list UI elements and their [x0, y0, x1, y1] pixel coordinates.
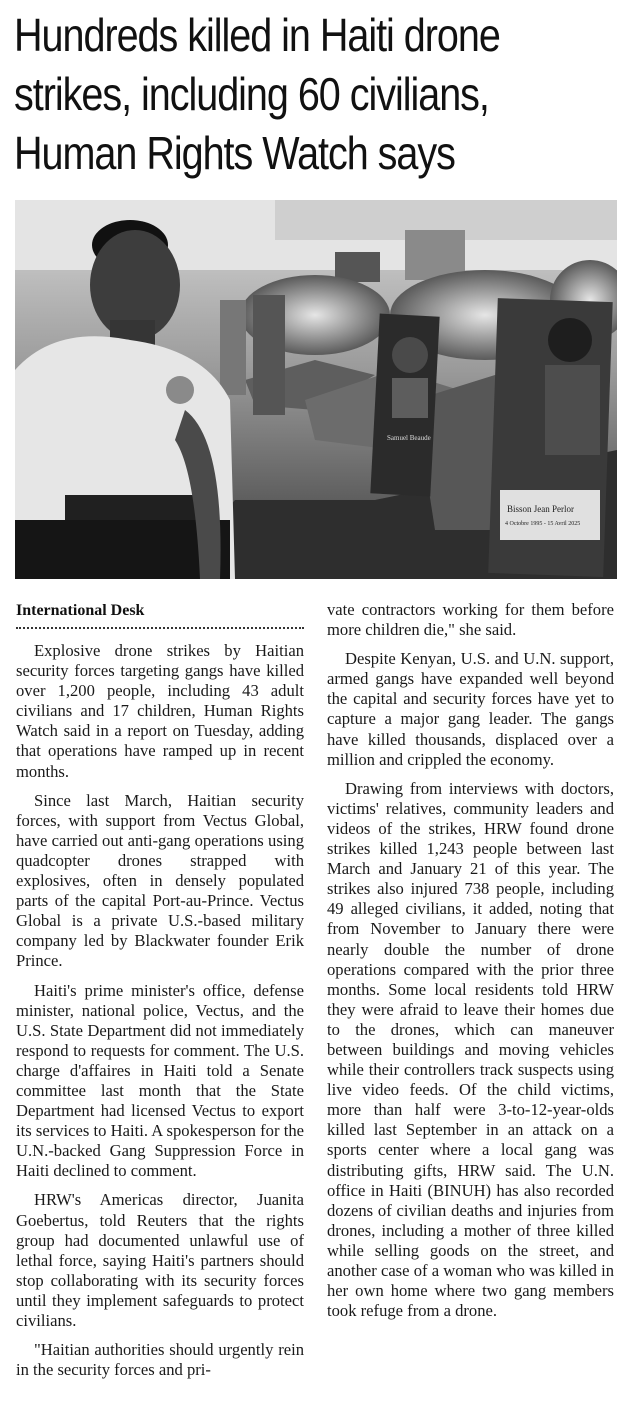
news-photo — [15, 200, 617, 579]
paragraph: Despite Kenyan, U.S. and U.N. support, armed gangs have expanded well beyond the capital and security forces have yet to capture a major gang leader. The gangs have killed thousands, displaced over a million and crippled the economy. — [327, 649, 614, 769]
paragraph: Explosive drone strikes by Haitian security forces targeting gangs have killed over 1,200 people, including 43 adult civilians and 17 children, Human Rights Watch said in a report on Tuesday, adding that operations have ramped up in recent months. — [16, 641, 304, 781]
paragraph-continuation: vate contractors working for them before more children die," she said. — [327, 600, 614, 640]
article-left-column — [16, 641, 304, 1389]
article-right-column — [327, 600, 614, 1330]
funeral-scene-image — [15, 200, 617, 579]
desk-label: International Desk — [16, 602, 304, 629]
headline: Hundreds killed in Haiti drone strikes, including 60 civilians, Human Rights Watch says — [14, 9, 500, 179]
paragraph: HRW's Americas director, Juanita Goebertus, told Reuters that the rights group had documented unlawful use of lethal force, saying Haiti's partners should stop collaborating with its security forces until they implement safeguards to protect civilians. — [16, 1190, 304, 1330]
paragraph: Drawing from interviews with doctors, victims' relatives, community leaders and videos of the strikes, HRW found drone strikes killed 1,243 people between last March and January 21 of this year. The strikes also injured 738 people, including 49 alleged civilians, it added, noting that from November to January there were nearly double the number of drone operations compared with the prior three months. Some local residents told HRW they were afraid to leave their homes due to the drones, which can maneuver between buildings and moving vehicles while their controllers track suspects using live video feeds. Of the child victims, more than half were 3-to-12-year-olds killed last September in an attack on a sports center where a local gang was distributing gifts, HRW said. The U.N. office in Haiti (BINUH) has also recorded dozens of civilian deaths and injuries from drones, including a mother of three killed while selling goods on the street, and another case of a woman who was killed in her own home where two gang members took refuge from a drone. — [327, 778, 614, 1321]
paragraph: Haiti's prime minister's office, defense minister, national police, Vectus, and the U.S. State Department did not immediately respond to requests for comment. The U.S. charge d'affaires in Haiti told a Senate committee last month that the State Department had licensed Vectus to export its services to Haiti. A spokesperson for the U.N.-backed Gang Suppression Force in Haiti declined to comment. — [16, 980, 304, 1181]
poster-right-dates: 4 Octobre 1995 - 15 Avril 2025 — [505, 521, 581, 527]
poster-right-caption: Bisson Jean Perlor — [507, 504, 574, 514]
paragraph: Since last March, Haitian security forces, with support from Vectus Global, have carried out anti-gang operations using quadcopter drones strapped with explosives, often in densely populated parts of the capital Port-au-Prince. Vectus Global is a private U.S.-based military company led by Blackwater founder Erik Prince. — [16, 790, 304, 971]
poster-left-caption: Samuel Beaude — [387, 434, 431, 442]
paragraph: "Haitian authorities should urgently rein in the security forces and pri- — [16, 1340, 304, 1380]
